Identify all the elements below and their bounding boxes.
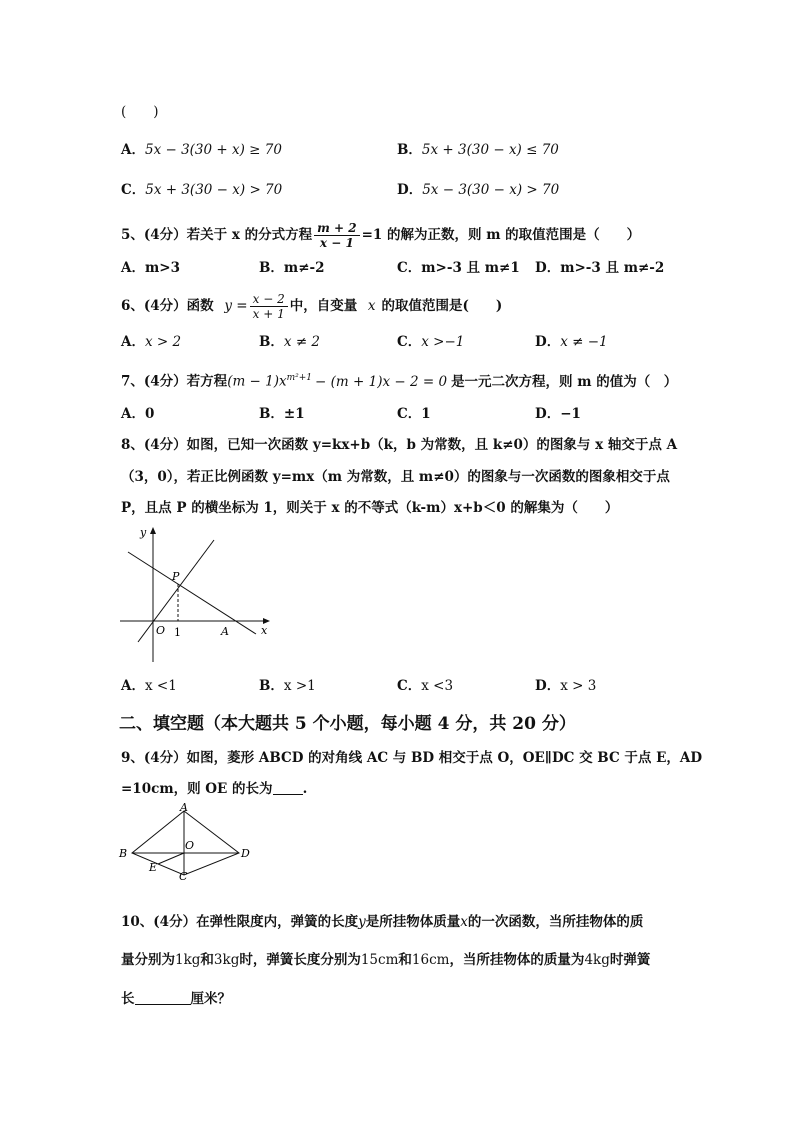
q8-option-c-label: C． bbox=[397, 678, 422, 694]
q8-graph bbox=[116, 522, 276, 664]
q10-kg3: 3kg bbox=[213, 952, 240, 968]
q9-rhombus-figure bbox=[117, 802, 257, 880]
q8-option-d-label: D． bbox=[535, 678, 561, 694]
q6-frac-den: x + 1 bbox=[252, 307, 285, 321]
q6-fraction bbox=[250, 292, 288, 321]
q4-option-d-expr: 5x − 3(30 − x) > 70 bbox=[422, 182, 560, 198]
q4-option-c-expr: 5x + 3(30 − x) > 70 bbox=[145, 182, 283, 198]
q5-option-d[interactable]: D．m>-3 且 m≠-2 bbox=[535, 260, 665, 276]
q9-label-c: C bbox=[179, 870, 188, 880]
q4-option-b-expr: 5x + 3(30 − x) ≤ 70 bbox=[421, 142, 559, 158]
q8-option-b-label: B． bbox=[259, 678, 284, 694]
q8-option-a[interactable] bbox=[121, 677, 177, 695]
q6-option-d[interactable] bbox=[535, 333, 608, 351]
q9-line1: 9、(4分）如图，菱形 ABCD 的对角线 AC 与 BD 相交于点 O，OE∥DC 交 BC 于点 E，AD bbox=[121, 750, 703, 766]
q8-label-x: x bbox=[261, 624, 268, 637]
q5-fraction bbox=[314, 221, 359, 250]
q5-frac-num: m + 2 bbox=[314, 221, 359, 236]
q8-label-p: P bbox=[172, 570, 180, 583]
q6-option-b-expr: x ≠ 2 bbox=[283, 334, 321, 350]
q10-line2-f: 时弹簧 bbox=[609, 952, 651, 968]
q8-option-b-expr: x >1 bbox=[283, 678, 316, 694]
q10-line2-b: 和 bbox=[200, 952, 214, 968]
q6-frac-num: x − 2 bbox=[250, 292, 288, 307]
q4-option-b-label: B． bbox=[397, 142, 422, 158]
q4-option-b[interactable] bbox=[397, 141, 559, 159]
q8-line3: P，且点 P 的横坐标为 1，则关于 x 的不等式（k-m）x+b＜0 的解集为（ ） bbox=[121, 500, 619, 516]
q7-suffix: 是一元二次方程，则 m 的值为（ ） bbox=[451, 373, 678, 390]
q10-answer-blank[interactable] bbox=[135, 990, 191, 1005]
q9-line2-end: . bbox=[302, 781, 308, 797]
q6-option-a[interactable] bbox=[121, 333, 181, 351]
q4-option-a-label: A． bbox=[121, 142, 145, 158]
q7-expr-b: − (m + 1)x − 2 = 0 bbox=[315, 373, 448, 390]
q8-option-c-expr: x <3 bbox=[421, 678, 454, 694]
q6-option-c-label: C． bbox=[397, 334, 422, 350]
q7-exponent: m²+1 bbox=[286, 373, 313, 383]
q8-option-b[interactable] bbox=[259, 677, 316, 695]
q6-option-d-expr: x ≠ −1 bbox=[560, 334, 608, 350]
q4-option-c[interactable] bbox=[121, 181, 282, 199]
q9-line2 bbox=[121, 780, 307, 798]
q7-option-a[interactable]: A．0 bbox=[121, 406, 155, 422]
q6-option-c[interactable] bbox=[397, 333, 464, 351]
q8-line-kx-b bbox=[128, 552, 256, 634]
q5-frac-den: x − 1 bbox=[319, 236, 354, 250]
q6-prefix: 6、(4分）函数 bbox=[121, 298, 214, 314]
q7-option-d[interactable]: D．−1 bbox=[535, 406, 581, 422]
q7-option-c[interactable]: C．1 bbox=[397, 406, 431, 422]
q6-suffix2: 的取值范围是( ) bbox=[381, 298, 503, 314]
q8-label-a: A bbox=[221, 625, 229, 638]
q10-line2-d: 和 bbox=[398, 952, 412, 968]
q10-line2-e: ，当所挂物体的质量为 bbox=[449, 952, 585, 968]
q4-option-c-label: C． bbox=[121, 182, 146, 198]
q10-line2 bbox=[121, 951, 650, 969]
q7-stem bbox=[121, 369, 677, 391]
q7-expr-a: (m − 1)x bbox=[227, 373, 287, 390]
q5-prefix: 5、(4分）若关于 x 的分式方程 bbox=[121, 227, 313, 243]
q9-label-e: E bbox=[149, 861, 158, 874]
q10-var-x: x bbox=[460, 914, 468, 930]
q10-line1-b: 是所挂物体质量 bbox=[365, 914, 461, 930]
q8-option-a-expr: x <1 bbox=[144, 678, 177, 694]
q10-line3 bbox=[121, 990, 231, 1008]
q4-bracket: ( ) bbox=[121, 104, 159, 120]
q10-kg4: 4kg bbox=[584, 952, 610, 968]
q9-label-d: D bbox=[241, 847, 250, 860]
q10-var-y: y bbox=[358, 914, 366, 930]
q10-kg1: 1kg bbox=[175, 952, 201, 968]
q4-option-d-label: D． bbox=[397, 182, 423, 198]
q10-line2-a: 量分别为 bbox=[121, 952, 175, 968]
q8-line2: （3，0），若正比例函数 y=mx（m 为常数，且 m≠0）的图象与一次函数的图象相交于点 bbox=[121, 469, 670, 485]
q8-option-d[interactable] bbox=[535, 677, 596, 695]
q6-option-a-expr: x > 2 bbox=[144, 334, 182, 350]
q10-line3-b: 厘米？ bbox=[190, 991, 231, 1007]
q5-option-a[interactable]: A．m>3 bbox=[121, 260, 180, 276]
q10-cm16: 16cm bbox=[411, 952, 450, 968]
q4-option-a-expr: 5x − 3(30 + x) ≥ 70 bbox=[144, 142, 282, 158]
q9-label-a: A bbox=[180, 802, 188, 814]
q9-answer-blank[interactable] bbox=[273, 780, 303, 795]
q8-y-arrow bbox=[150, 527, 156, 534]
q10-line1-c: 的一次函数，当所挂物体的质 bbox=[467, 914, 644, 930]
q7-option-b[interactable]: B．±1 bbox=[259, 406, 305, 422]
q5-suffix: =1 的解为正数，则 m 的取值范围是（ ） bbox=[361, 227, 641, 243]
q6-option-b[interactable] bbox=[259, 333, 320, 351]
q8-option-c[interactable] bbox=[397, 677, 453, 695]
q8-label-1: 1 bbox=[174, 626, 181, 639]
q10-line2-c: 时，弹簧长度分别为 bbox=[239, 952, 361, 968]
q10-line3-a: 长 bbox=[121, 991, 135, 1007]
q9-line2-text: =10cm，则 OE 的长为 bbox=[121, 781, 273, 797]
q9-label-b: B bbox=[119, 847, 128, 860]
q4-option-a[interactable] bbox=[121, 141, 282, 159]
section2-title: 二、填空题（本大题共 5 个小题，每小题 4 分，共 20 分） bbox=[119, 714, 576, 734]
q6-option-c-expr: x >−1 bbox=[421, 334, 465, 350]
q7-prefix: 7、(4分）若方程 bbox=[121, 373, 228, 390]
q6-option-d-label: D． bbox=[535, 334, 561, 350]
q8-label-o: O bbox=[156, 624, 166, 637]
q6-suffix: 中，自变量 bbox=[289, 298, 358, 314]
q6-option-b-label: B． bbox=[259, 334, 284, 350]
q10-line1 bbox=[121, 913, 643, 931]
q6-stem bbox=[121, 292, 502, 321]
q8-line1: 8、(4分）如图，已知一次函数 y=kx+b（k，b 为常数，且 k≠0）的图象与 x 轴交于点 A bbox=[121, 437, 678, 453]
q8-label-y: y bbox=[140, 526, 147, 539]
q5-stem bbox=[121, 221, 640, 250]
q4-option-d[interactable] bbox=[397, 181, 559, 199]
q6-var: x bbox=[367, 298, 376, 314]
q9-segment-oe bbox=[158, 853, 184, 864]
q9-label-o: O bbox=[185, 839, 195, 852]
q10-cm15: 15cm bbox=[360, 952, 399, 968]
q5-option-b[interactable]: B．m≠-2 bbox=[259, 260, 325, 276]
q6-option-a-label: A． bbox=[121, 334, 145, 350]
q8-option-d-expr: x > 3 bbox=[560, 678, 597, 694]
q5-option-c[interactable]: C．m>-3 且 m≠1 bbox=[397, 260, 520, 276]
q10-line1-a: 10、(4分）在弹性限度内，弹簧的长度 bbox=[121, 914, 359, 930]
q8-option-a-label: A． bbox=[121, 678, 145, 694]
q6-y-eq: y = bbox=[224, 298, 248, 314]
